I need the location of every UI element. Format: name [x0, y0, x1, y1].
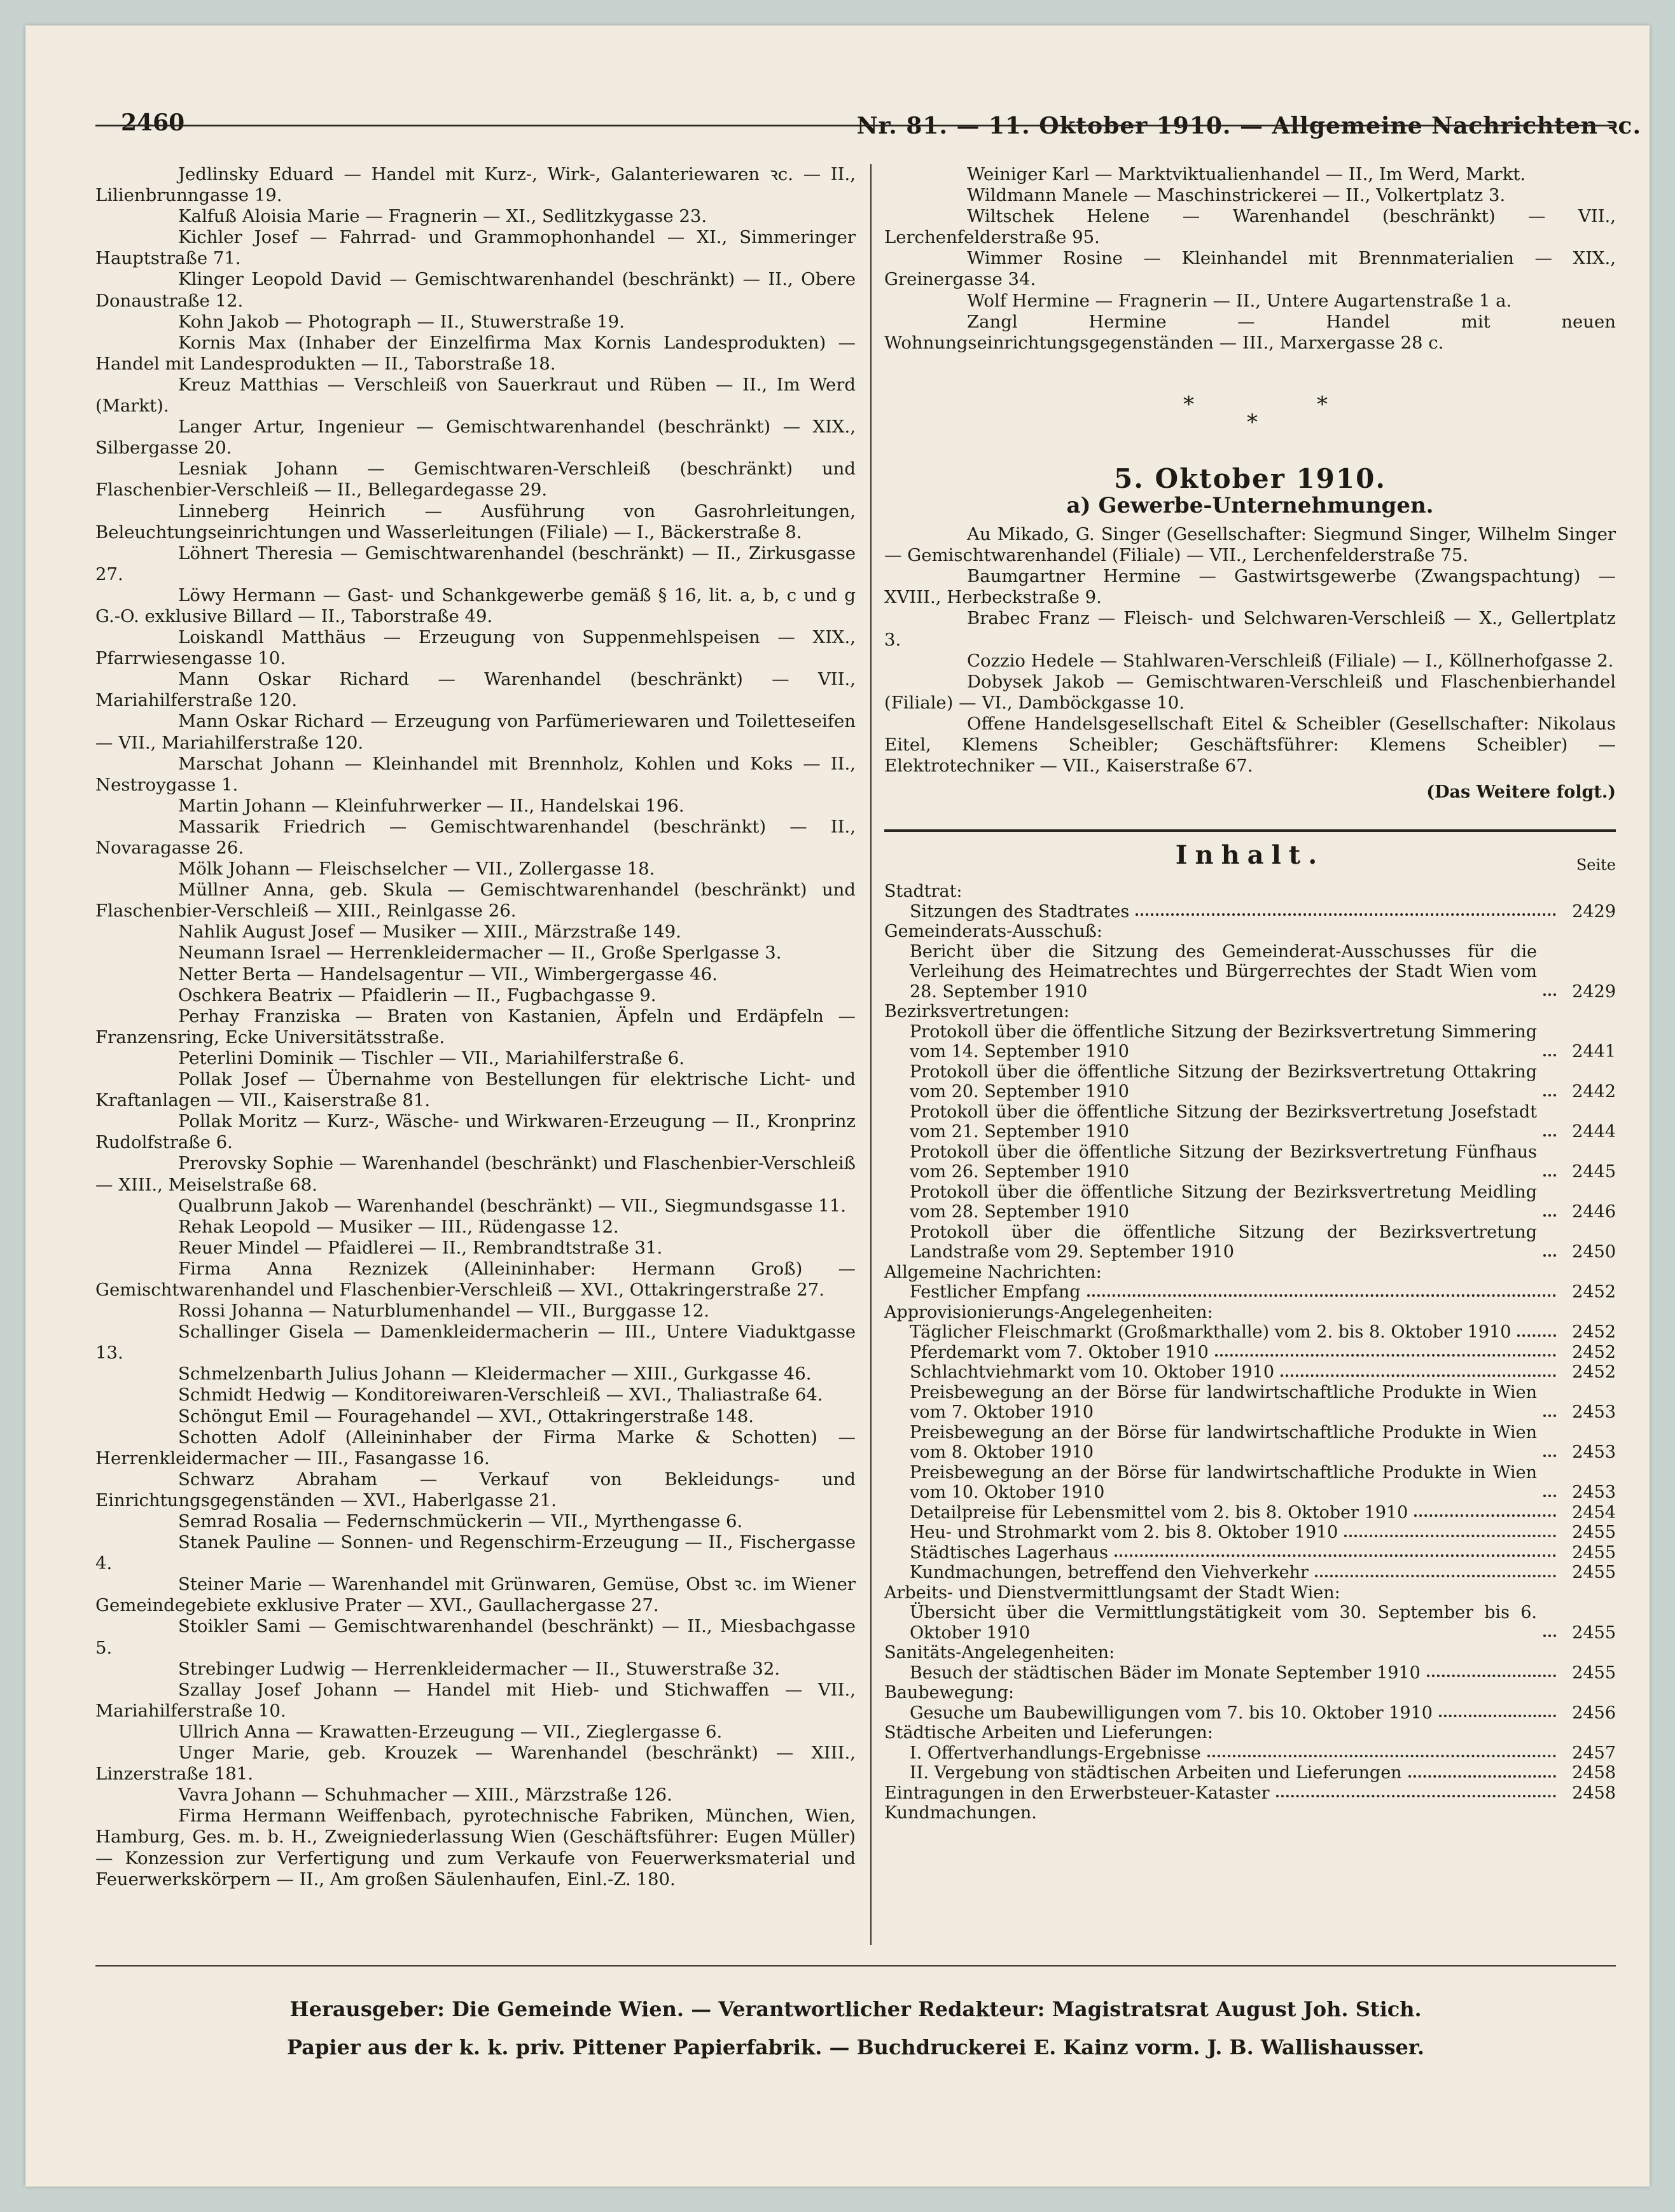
right-column — [884, 164, 1616, 1823]
printer-line: Papier aus der k. k. priv. Pittener Papierfabrik. — Buchdruckerei E. Kainz vorm. J. B. Wallishausser. — [287, 2035, 1424, 2059]
toc-item-page: 2429 — [1572, 981, 1616, 1002]
column-divider — [870, 164, 872, 1945]
register-entry: Rehak Leopold — Musiker — III., Rüdengasse 12. — [178, 1216, 619, 1237]
register-entry: Semrad Rosalia — Federnschmückerin — VII., Myrthengasse 6. — [178, 1511, 743, 1531]
toc-leader-dots — [1543, 1635, 1556, 1637]
toc-item — [884, 1222, 1616, 1262]
toc-leader-dots — [1136, 913, 1556, 916]
toc-leader-dots — [1543, 1094, 1556, 1096]
section-entries — [884, 524, 1616, 777]
toc-leader-dots — [1344, 1535, 1556, 1537]
star: * — [1247, 409, 1258, 435]
toc-leader-dots — [1543, 1134, 1556, 1137]
register-entry: Schmelzenbarth Julius Johann — Kleidermacher — XIII., Gurkgasse 46. — [178, 1364, 812, 1385]
toc-section-title: Allgemeine Nachrichten: — [884, 1262, 1102, 1282]
register-entry: Kreuz Matthias — Verschleiß von Sauerkraut und Rüben — II., Im Werd (Markt). — [95, 374, 856, 417]
toc-leader-dots — [1543, 1174, 1556, 1177]
toc-item-label: Preisbewegung an der Börse für landwirtschaftliche Produkte in Wien vom 7. Oktober 1910 — [910, 1382, 1537, 1423]
toc-item-page: 2457 — [1572, 1743, 1616, 1763]
toc-item-label: Eintragungen in den Erwerbsteuer-Kataster — [884, 1783, 1270, 1803]
toc-item-page: 2458 — [1572, 1783, 1616, 1803]
toc-item-page: 2458 — [1572, 1763, 1616, 1783]
toc-leader-dots — [1215, 1354, 1556, 1357]
register-entry: Schöngut Emil — Fouragehandel — XVI., Ottakringerstraße 148. — [178, 1406, 754, 1427]
toc-item-page: 2453 — [1572, 1442, 1616, 1463]
toc-item — [884, 1503, 1616, 1523]
register-entry: Schotten Adolf (Alleininhaber der Firma Marke & Schotten) — Herrenkleidermacher — III., Fasangasse 16. — [95, 1427, 856, 1469]
toc-item-label: Protokoll über die öffentliche Sitzung der Bezirksvertretung Meidling vom 28. September 1910 — [910, 1182, 1537, 1222]
toc-item — [884, 1322, 1616, 1343]
toc-item-page: 2445 — [1572, 1162, 1616, 1182]
register-entry: Stoikler Sami — Gemischtwarenhandel (beschränkt) — II., Miesbachgasse 5. — [95, 1616, 856, 1658]
register-entry: Massarik Friedrich — Gemischtwarenhandel (beschränkt) — II., Novaragasse 26. — [95, 816, 856, 858]
register-entry: Wimmer Rosine — Kleinhandel mit Brennmaterialien — XIX., Greinergasse 34. — [884, 248, 1616, 290]
toc-item-page: 2452 — [1572, 1362, 1616, 1383]
toc-page-label: Seite — [1576, 856, 1616, 874]
toc-item-page: 2454 — [1572, 1502, 1616, 1523]
issue-title: Nr. 81. — 11. Oktober 1910. — Allgemeine Nachrichten ꝛc. — [856, 113, 1641, 139]
toc-leader-dots — [1543, 1495, 1556, 1497]
toc-item-label: Protokoll über die öffentliche Sitzung der Bezirksvertretung Simmering vom 14. September 1910 — [910, 1021, 1537, 1062]
toc-item-label: Protokoll über die öffentliche Sitzung der Bezirksvertretung Fünfhaus vom 26. September 1910 — [910, 1142, 1537, 1182]
toc-item-page: 2450 — [1572, 1242, 1616, 1262]
toc-leader-dots — [1281, 1374, 1556, 1377]
register-entry: Netter Berta — Handelsagentur — VII., Wimbergergasse 46. — [178, 964, 718, 985]
toc-item-label: Gesuche um Baubewilligungen vom 7. bis 10. Oktober 1910 — [910, 1703, 1433, 1723]
toc-item-label: II. Vergebung von städtischen Arbeiten und Lieferungen — [910, 1763, 1402, 1783]
header-rule — [95, 125, 1616, 127]
register-entry: Stanek Pauline — Sonnen- und Regenschirm-Erzeugung — II., Fischergasse 4. — [95, 1532, 856, 1574]
register-entry: Kohn Jakob — Photograph — II., Stuwerstraße 19. — [178, 311, 625, 332]
register-entry: Klinger Leopold David — Gemischtwarenhandel (beschränkt) — II., Obere Donaustraße 12. — [95, 269, 856, 311]
toc-leader-dots — [1517, 1334, 1556, 1337]
toc-item-label: Täglicher Fleischmarkt (Großmarkthalle) vom 2. bis 8. Oktober 1910 — [910, 1322, 1512, 1343]
toc-item — [884, 1463, 1616, 1503]
register-entry: Prerovsky Sophie — Warenhandel (beschränkt) und Flaschenbier-Verschleiß — XIII., Meiselstraße 68. — [95, 1153, 856, 1195]
left-column — [95, 164, 856, 1890]
toc-leader-dots — [1414, 1514, 1556, 1517]
toc-leader-dots — [1115, 1554, 1556, 1557]
toc-leader-dots — [1543, 1455, 1556, 1457]
toc-item — [884, 1142, 1616, 1182]
toc-item-page: 2455 — [1572, 1563, 1616, 1583]
toc-item — [884, 1603, 1616, 1643]
toc-item-page: 2455 — [1572, 1662, 1616, 1683]
toc-leader-dots — [1207, 1755, 1556, 1757]
register-entry: Neumann Israel — Herrenkleidermacher — II., Große Sperlgasse 3. — [178, 943, 782, 964]
continued-entries — [884, 164, 1616, 354]
toc-item-page: 2453 — [1572, 1402, 1616, 1423]
register-entry: Steiner Marie — Warenhandel mit Grünwaren, Gemüse, Obst ꝛc. im Wiener Gemeindegebiete exklusive Prater — XVI., Gaullachergasse 27. — [95, 1574, 856, 1616]
register-entry: Cozzio Hedele — Stahlwaren-Verschleiß (Filiale) — I., Köllnerhofgasse 2. — [967, 650, 1614, 671]
register-entry: Szallay Josef Johann — Handel mit Hieb- und Stichwaffen — VII., Mariahilferstraße 10. — [95, 1679, 856, 1721]
register-entry: Qualbrunn Jakob — Warenhandel (beschränkt) — VII., Siegmundsgasse 11. — [178, 1195, 846, 1216]
register-entry: Brabec Franz — Fleisch- und Selchwaren-Verschleiß — X., Gellertplatz 3. — [884, 608, 1616, 650]
register-entry: Martin Johann — Kleinfuhrwerker — II., Handelskai 196. — [178, 795, 685, 816]
register-entry: Perhay Franziska — Braten von Kastanien, Äpfeln und Erdäpfeln — Franzensring, Ecke Universitätsstraße. — [95, 1006, 856, 1047]
footer-rule — [95, 1965, 1616, 1967]
register-entry: Au Mikado, G. Singer (Gesellschafter: Siegmund Singer, Wilhelm Singer — Gemischtwarenhandel (Filiale) — VII., Lerchenfelderstraße 75. — [884, 524, 1616, 566]
section-stars — [884, 354, 1616, 462]
toc-section-title: Städtische Arbeiten und Lieferungen: — [884, 1723, 1213, 1743]
register-entry: Offene Handelsgesellschaft Eitel & Scheibler (Gesellschafter: Nikolaus Eitel, Klemens Scheibler; Geschäftsführer: Klemens Scheibler) — Elektrotechniker — VII., Kaiserstraße 67. — [884, 713, 1616, 777]
register-entry: Marschat Johann — Kleinhandel mit Brennholz, Kohlen und Koks — II., Nestroygasse 1. — [95, 753, 856, 795]
register-entry: Peterlini Dominik — Tischler — VII., Mariahilferstraße 6. — [178, 1047, 685, 1068]
toc-item-page: 2446 — [1572, 1202, 1616, 1222]
register-entry: Baumgartner Hermine — Gastwirtsgewerbe (Zwangspachtung) — XVIII., Herbeckstraße 9. — [884, 566, 1616, 608]
toc-item — [884, 1182, 1616, 1222]
register-entry: Weiniger Karl — Marktviktualienhandel — II., Im Werd, Markt. — [967, 164, 1526, 184]
toc-section-title: Stadtrat: — [884, 881, 963, 902]
toc-item-label: Schlachtviehmarkt vom 10. Oktober 1910 — [910, 1362, 1275, 1383]
continued-note: (Das Weitere folgt.) — [1426, 782, 1616, 803]
star: * — [1317, 391, 1328, 417]
page-number: 2460 — [121, 109, 185, 136]
toc-header — [884, 840, 1616, 880]
register-entry: Schallinger Gisela — Damenkleidermacherin — III., Untere Viaduktgasse 13. — [95, 1322, 856, 1364]
toc-item — [884, 1543, 1616, 1563]
register-entry: Zangl Hermine — Handel mit neuen Wohnungseinrichtungsgegenständen — III., Marxergasse 28 c. — [884, 311, 1616, 353]
register-entry: Loiskandl Matthäus — Erzeugung von Suppenmehlspeisen — XIX., Pfarrwiesengasse 10. — [95, 627, 856, 669]
register-entry: Wolf Hermine — Fragnerin — II., Untere Augartenstraße 1 a. — [967, 290, 1512, 311]
toc-item — [884, 1022, 1616, 1062]
toc-item-page: 2452 — [1572, 1322, 1616, 1343]
register-entry: Firma Anna Reznizek (Alleininhaber: Hermann Groß) — Gemischtwarenhandel und Flaschenbier-Verschleiß — XVI., Ottakringerstraße 27. — [95, 1258, 856, 1300]
toc-item-page: 2429 — [1572, 901, 1616, 922]
toc-leader-dots — [1543, 993, 1556, 996]
register-entry: Vavra Johann — Schuhmacher — XIII., Märzstraße 126. — [178, 1785, 672, 1806]
toc-leader-dots — [1408, 1775, 1556, 1778]
register-entry: Lesniak Johann — Gemischtwaren-Verschleiß (beschränkt) und Flaschenbier-Verschleiß — II., Bellegardegasse 29. — [95, 459, 856, 501]
toc-section-title: Baubewegung: — [884, 1683, 1015, 1703]
toc-section-title: Kundmachungen. — [884, 1803, 1037, 1823]
section-date: 5. Oktober 1910. — [1114, 462, 1386, 494]
toc-leader-dots — [1543, 1414, 1556, 1417]
register-entry: Wiltschek Helene — Warenhandel (beschränkt) — VII., Lerchenfelderstraße 95. — [884, 206, 1616, 248]
toc-item — [884, 1783, 1616, 1804]
toc-item — [884, 1663, 1616, 1683]
toc-leader-dots — [1543, 1254, 1556, 1257]
toc-item-label: Preisbewegung an der Börse für landwirtschaftliche Produkte in Wien vom 8. Oktober 1910 — [910, 1422, 1537, 1463]
toc-section-title: Approvisionierungs-Angelegenheiten: — [884, 1302, 1213, 1322]
register-entry: Mann Oskar Richard — Erzeugung von Parfümeriewaren und Toiletteseifen — VII., Mariahilferstraße 120. — [95, 711, 856, 753]
register-entry: Linneberg Heinrich — Ausführung von Gasrohrleitungen, Beleuchtungseinrichtungen und Wasserleitungen (Filiale) — I., Bäckerstraße 8. — [95, 501, 856, 543]
toc-item-label: Preisbewegung an der Börse für landwirtschaftliche Produkte in Wien vom 10. Oktober 1910 — [910, 1462, 1537, 1503]
register-entry: Rossi Johanna — Naturblumenhandel — VII., Burggasse 12. — [178, 1301, 709, 1322]
toc-item-label: Kundmachungen, betreffend den Viehverkehr — [910, 1563, 1309, 1583]
toc-leader-dots — [1439, 1715, 1556, 1717]
toc-item-label: Detailpreise für Lebensmittel vom 2. bis 8. Oktober 1910 — [910, 1502, 1408, 1523]
toc-item-page: 2452 — [1572, 1342, 1616, 1362]
toc-item — [884, 1523, 1616, 1543]
toc-item — [884, 1102, 1616, 1142]
toc-section-title: Arbeits- und Dienstvermittlungsamt der Stadt Wien: — [884, 1582, 1340, 1603]
toc-item — [884, 1383, 1616, 1423]
toc-leader-dots — [1543, 1214, 1556, 1217]
register-entry: Firma Hermann Weiffenbach, pyrotechnische Fabriken, München, Wien, Hamburg, Ges. m. b. H., Zweigniederlassung Wien (Geschäftsführer: Eugen Müller) — Konzession zur Verfertigung und zum Verkaufe von Feuerwerksmaterial und Feuerwerkskörpern — II., Am großen Säulenhaufen, Einl.-Z. 180. — [95, 1806, 856, 1890]
register-entry: Mann Oskar Richard — Warenhandel (beschränkt) — VII., Mariahilferstraße 120. — [95, 669, 856, 711]
toc-leader-dots — [1087, 1294, 1556, 1297]
register-entry: Oschkera Beatrix — Pfaidlerin — II., Fugbachgasse 9. — [178, 985, 657, 1006]
toc-item-label: Bericht über die Sitzung des Gemeinderat-Ausschusses für die Verleihung des Heimatrechtes und Bürgerrechtes der Stadt Wien vom 28. September 1910 — [910, 941, 1537, 1002]
register-entry: Dobysek Jakob — Gemischtwaren-Verschleiß und Flaschenbierhandel (Filiale) — VI., Damböckgasse 10. — [884, 671, 1616, 713]
toc-item-label: Protokoll über die öffentliche Sitzung der Bezirksvertretung Ottakring vom 20. September 1910 — [910, 1061, 1537, 1102]
toc-item-label: Pferdemarkt vom 7. Oktober 1910 — [910, 1342, 1209, 1362]
toc-item-label: Protokoll über die öffentliche Sitzung der Bezirksvertretung Landstraße vom 29. September 1910 — [910, 1222, 1537, 1262]
register-entry: Nahlik August Josef — Musiker — XIII., Märzstraße 149. — [178, 922, 681, 943]
star: * — [1183, 391, 1194, 417]
toc-item-page: 2453 — [1572, 1483, 1616, 1503]
toc-section-title: Sanitäts-Angelegenheiten: — [884, 1643, 1115, 1663]
toc-section-title: Gemeinderats-Ausschuß: — [884, 922, 1102, 942]
register-entry: Kornis Max (Inhaber der Einzelfirma Max Kornis Landesprodukten) — Handel mit Landesprodukten — II., Taborstraße 18. — [95, 332, 856, 374]
toc-item — [884, 1763, 1616, 1783]
toc-item-label: Übersicht über die Vermittlungstätigkeit vom 30. September bis 6. Oktober 1910 — [910, 1603, 1537, 1643]
toc-item — [884, 902, 1616, 922]
toc-item — [884, 1343, 1616, 1363]
register-entry: Unger Marie, geb. Krouzek — Warenhandel (beschränkt) — XIII., Linzerstraße 181. — [95, 1743, 856, 1785]
toc-item-page: 2455 — [1572, 1523, 1616, 1543]
toc-leader-dots — [1543, 1054, 1556, 1056]
toc-item — [884, 942, 1616, 1002]
toc-title: Inhalt. — [1175, 840, 1325, 871]
toc-section-title: Bezirksvertretungen: — [884, 1002, 1070, 1022]
register-entry: Schmidt Hedwig — Konditoreiwaren-Verschleiß — XVI., Thaliastraße 64. — [178, 1385, 823, 1406]
toc-item-label: Besuch der städtischen Bäder im Monate September 1910 — [910, 1662, 1421, 1683]
toc-item-label: Sitzungen des Stadtrates — [910, 901, 1130, 922]
toc-item-label: Festlicher Empfang — [910, 1282, 1081, 1303]
toc-item — [884, 1282, 1616, 1303]
toc-leader-dots — [1315, 1575, 1556, 1577]
toc-item — [884, 1423, 1616, 1463]
register-entry: Jedlinsky Eduard — Handel mit Kurz-, Wirk-, Galanteriewaren ꝛc. — II., Lilienbrunngasse 19. — [95, 164, 856, 206]
register-entry: Mölk Johann — Fleischselcher — VII., Zollergasse 18. — [178, 859, 655, 880]
toc-leader-dots — [1427, 1675, 1556, 1677]
toc-item-page: 2456 — [1572, 1703, 1616, 1723]
toc-item-page: 2442 — [1572, 1082, 1616, 1102]
register-entry: Langer Artur, Ingenieur — Gemischtwarenhandel (beschränkt) — XIX., Silbergasse 20. — [95, 417, 856, 459]
register-entry: Löwy Hermann — Gast- und Schankgewerbe gemäß § 16, lit. a, b, c und g G.-O. exklusive Billard — II., Taborstraße 49. — [95, 584, 856, 626]
toc-item-page: 2452 — [1572, 1282, 1616, 1303]
register-entry: Löhnert Theresia — Gemischtwarenhandel (beschränkt) — II., Zirkusgasse 27. — [95, 543, 856, 584]
register-entry: Reuer Mindel — Pfaidlerei — II., Rembrandtstraße 31. — [178, 1237, 663, 1258]
publisher-line: Herausgeber: Die Gemeinde Wien. — Verantwortlicher Redakteur: Magistratsrat August Joh. Stich. — [289, 1997, 1422, 2021]
toc-item-page: 2455 — [1572, 1542, 1616, 1563]
toc-separator — [884, 829, 1616, 832]
register-entry: Pollak Moritz — Kurz-, Wäsche- und Wirkwaren-Erzeugung — II., Kronprinz Rudolfstraße 6. — [95, 1111, 856, 1153]
toc-item-page: 2441 — [1572, 1042, 1616, 1062]
toc-item-label: I. Offertverhandlungs-Ergebnisse — [910, 1743, 1201, 1763]
toc-item — [884, 1563, 1616, 1583]
register-entry: Ullrich Anna — Krawatten-Erzeugung — VII., Zieglergasse 6. — [178, 1721, 723, 1742]
toc-item-page: 2444 — [1572, 1122, 1616, 1142]
toc-item — [884, 1743, 1616, 1764]
register-entry: Pollak Josef — Übernahme von Bestellungen für elektrische Licht- und Kraftanlagen — VII., Kaiserstraße 81. — [95, 1069, 856, 1111]
section-subtitle: a) Gewerbe-Unternehmungen. — [1066, 492, 1434, 518]
register-entry: Kalfuß Aloisia Marie — Fragnerin — XI., Sedlitzkygasse 23. — [178, 206, 707, 227]
toc-item — [884, 1703, 1616, 1724]
register-entry: Kichler Josef — Fahrrad- und Grammophonhandel — XI., Simmeringer Hauptstraße 71. — [95, 227, 856, 269]
toc-item-label: Protokoll über die öffentliche Sitzung der Bezirksvertretung Josefstadt vom 21. September 1910 — [910, 1102, 1537, 1142]
register-entry: Müllner Anna, geb. Skula — Gemischtwarenhandel (beschränkt) und Flaschenbier-Verschleiß — XIII., Reinlgasse 26. — [95, 880, 856, 922]
table-of-contents — [884, 881, 1616, 1823]
toc-item-page: 2455 — [1572, 1622, 1616, 1643]
register-entry: Strebinger Ludwig — Herrenkleidermacher — II., Stuwerstraße 32. — [178, 1658, 781, 1679]
toc-item-label: Städtisches Lagerhaus — [910, 1542, 1108, 1563]
toc-item-label: Heu- und Strohmarkt vom 2. bis 8. Oktober 1910 — [910, 1523, 1338, 1543]
toc-item — [884, 1062, 1616, 1102]
toc-item — [884, 1362, 1616, 1383]
toc-leader-dots — [1276, 1795, 1556, 1797]
register-entry: Wildmann Manele — Maschinstrickerei — II., Volkertplatz 3. — [967, 185, 1506, 206]
register-entry: Schwarz Abraham — Verkauf von Bekleidungs- und Einrichtungsgegenständen — XVI., Haberlgasse 21. — [95, 1469, 856, 1510]
